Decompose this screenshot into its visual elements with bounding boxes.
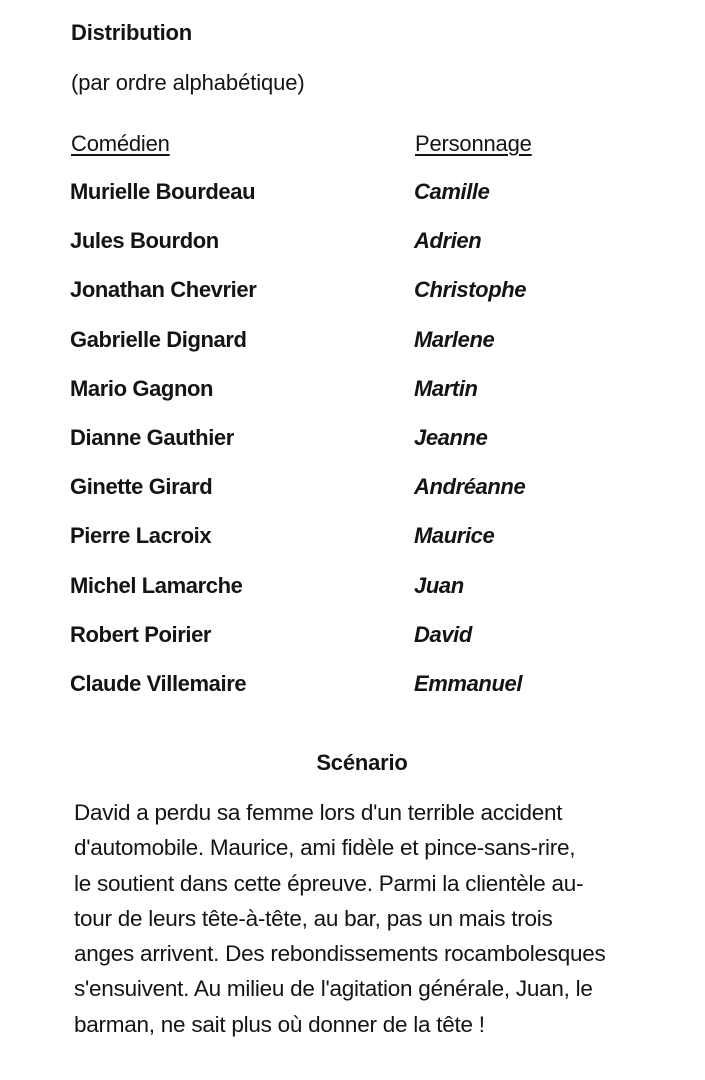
actor-name: Jonathan Chevrier [70,277,257,303]
role-name: Adrien [414,228,482,254]
cast-row [0,374,705,423]
scenario-heading: Scénario [316,750,408,775]
actor-name: Mario Gagnon [70,375,214,401]
role-name: Juan [414,572,464,598]
actor-name: Pierre Lacroix [70,523,212,549]
role-name: Andréanne [414,474,526,500]
cast-row [0,226,705,275]
role-name: Maurice [414,523,495,549]
actor-name: Murielle Bourdeau [70,179,256,204]
cast-row [0,423,705,472]
role-name: Camille [414,179,490,204]
role-name: David [414,621,472,647]
scenario-line: anges arrivent. Des rebondissements rocambolesques [74,941,606,967]
actor-column-header: Comédien [71,131,170,156]
cast-row [0,177,705,226]
actor-name: Robert Poirier [70,621,212,647]
role-name: Marlene [414,326,495,352]
actor-name: Michel Lamarche [70,572,243,598]
cast-list [0,177,705,718]
cast-row [0,472,705,521]
actor-name: Gabrielle Dignard [70,326,247,352]
scenario-line: d'automobile. Maurice, ami fidèle et pince-sans-rire, [74,835,576,861]
cast-row [0,620,705,669]
cast-row [0,521,705,570]
actor-name: Dianne Gauthier [70,424,234,450]
actor-name: Jules Bourdon [70,228,219,254]
role-column-header: Personnage [415,131,532,156]
actor-name: Claude Villemaire [70,670,247,696]
scenario-line: s'ensuivent. Au milieu de l'agitation générale, Juan, le [74,976,593,1002]
role-name: Jeanne [414,424,488,450]
scenario-paragraph [74,795,654,1042]
role-name: Emmanuel [414,670,523,696]
actor-name: Ginette Girard [70,474,213,500]
scenario-line: le soutient dans cette épreuve. Parmi la clientèle au- [74,870,584,896]
distribution-heading: Distribution [71,20,193,45]
alphabetical-order-note: (par ordre alphabétique) [71,70,305,95]
cast-row [0,275,705,324]
role-name: Christophe [414,277,527,303]
cast-row [0,669,705,718]
cast-row [0,325,705,374]
cast-row [0,571,705,620]
scenario-line: tour de leurs tête-à-tête, au bar, pas un mais trois [74,905,553,931]
scenario-line: David a perdu sa femme lors d'un terrible accident [74,800,563,825]
role-name: Martin [414,375,478,401]
scenario-line: barman, ne sait plus où donner de la tête ! [74,1011,485,1037]
